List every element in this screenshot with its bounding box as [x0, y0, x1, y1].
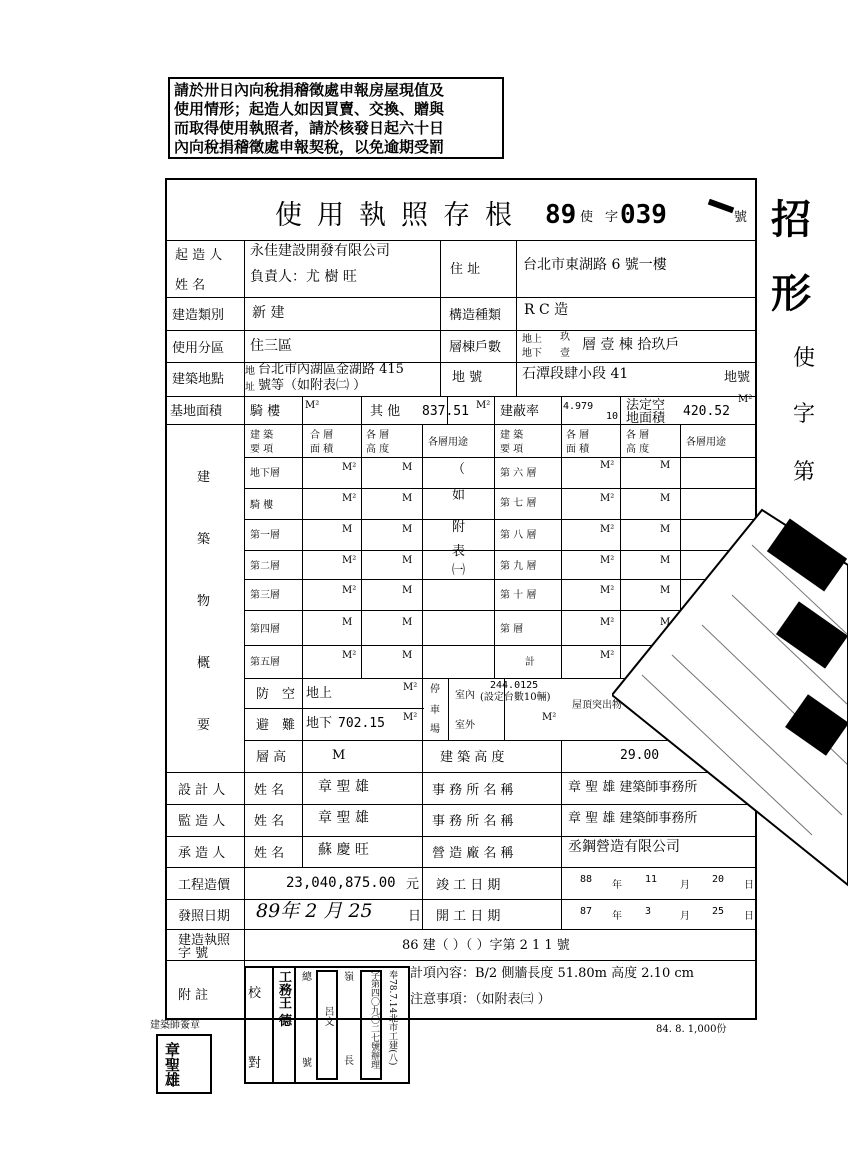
area-label: 基地面積	[170, 404, 223, 419]
coverage-label: 建蔽率	[500, 404, 540, 419]
notice-line: 使用情形；起造人如因買賣、交換、贈與	[174, 100, 445, 118]
unit-m2: M²	[342, 555, 357, 566]
form-title: 使用執照存根	[275, 200, 527, 231]
unit-m2: M²	[342, 462, 357, 473]
tax-notice	[168, 77, 504, 159]
contractor-office: 丞鋼營造有限公司	[568, 839, 680, 855]
finish-month: 11	[645, 874, 658, 885]
designer-office-label: 事 務 所 名 稱	[432, 783, 514, 798]
contractor-name: 蘇 慶 旺	[318, 842, 369, 858]
unit-m2: M²	[403, 712, 418, 723]
head-cell: 要 項	[500, 444, 524, 455]
address-label: 住 址	[450, 262, 481, 277]
unit-m2: M²	[542, 712, 557, 723]
floor-height-label: 層 高	[256, 750, 287, 765]
floor-row-label: 第二層	[250, 561, 280, 572]
floors-up-num: 玖	[560, 332, 570, 343]
ting-char: 停	[430, 684, 440, 695]
unit-m: M	[660, 617, 671, 628]
qita-label: 其 他	[370, 404, 401, 419]
use-note: ㈠	[452, 563, 466, 578]
ri-char: 日	[744, 880, 754, 891]
permit-label-1: 建造執照	[178, 933, 231, 948]
unit-m: M	[660, 585, 671, 596]
applicant-label: 起 造 人	[175, 248, 223, 263]
supervisor-name-label: 姓 名	[254, 814, 285, 829]
unit-m: M	[660, 555, 671, 566]
floors-label: 層棟戶數	[449, 340, 502, 355]
unit-m: M	[402, 524, 413, 535]
floor-row-label: 第三層	[250, 590, 280, 601]
side-label-char: 築	[197, 532, 211, 547]
head-cell: 高 度	[626, 444, 650, 455]
shelter-below: 地下	[306, 716, 333, 731]
floor-row-label: 第 六 層	[500, 468, 537, 479]
site-label: 建築地點	[172, 372, 225, 387]
nian-char: 年	[612, 911, 622, 922]
head-cell: 各層用途	[686, 437, 726, 448]
indoor-note: (設定台數10輛)	[480, 692, 551, 703]
floor-row-label: 第 層	[500, 624, 524, 635]
start-label: 開 工 日 期	[436, 909, 501, 924]
unit-m2: M²	[600, 524, 615, 535]
floor-row-label: 第五層	[250, 657, 280, 668]
unit-m: M	[342, 617, 353, 628]
side-label-char: 物	[197, 594, 211, 609]
unit-m: M	[402, 617, 413, 628]
stamp-law-2: 奉78.7.14北市工建(八)	[387, 970, 397, 1066]
open-label-2: 地面積	[626, 411, 666, 426]
supervisor-role: 監 造 人	[178, 814, 226, 829]
lot-label: 地 號	[452, 370, 483, 385]
architect-seal	[156, 1034, 212, 1094]
hao-char: 號	[734, 210, 748, 225]
build-type-label: 建造類別	[172, 308, 225, 323]
unit-m2: M²	[403, 682, 418, 693]
diagonal-stamp	[612, 505, 848, 895]
nian-char: 年	[612, 880, 622, 891]
head-cell: 合 層	[310, 430, 334, 441]
coverage-den: 10	[606, 411, 619, 422]
floor-row-label: 騎 樓	[250, 500, 274, 511]
floor-row-label: 第 十 層	[500, 590, 537, 601]
floor-row-label: 第 八 層	[500, 530, 537, 541]
cost-value: 23,040,875.00	[286, 875, 396, 891]
zhi-char: 址	[245, 382, 255, 393]
contractor-name-label: 姓 名	[254, 846, 285, 861]
use-note: 表	[452, 544, 466, 559]
printer-note: 84. 8. 1,000份	[656, 1024, 727, 1035]
seal-text: 章聖雄	[163, 1042, 181, 1087]
applicant-name-label: 姓 名	[175, 278, 206, 293]
floor-row-label: 地下層	[250, 468, 280, 479]
unit-m2: M²	[600, 460, 615, 471]
start-year: 87	[580, 906, 593, 917]
structure-value: R C 造	[524, 302, 569, 318]
permit-text: 86 建（ ）（ ）字第 2 1 1 號	[402, 938, 570, 953]
yue-char: 月	[680, 911, 690, 922]
unit-m: M	[402, 555, 413, 566]
di-char: 地	[245, 366, 255, 377]
strip-char: 字	[793, 402, 816, 427]
strip-char: 形	[771, 270, 811, 317]
designer-name: 章 聖 雄	[318, 779, 369, 795]
remarks-line-1: 計項內容：B/2 側牆長度 51.80m 高度 2.10 cm	[410, 966, 694, 981]
floors-down-num: 壹	[560, 348, 570, 359]
head-cell: 各 層	[566, 430, 590, 441]
unit-m2: M²	[600, 617, 615, 628]
lot-value: 石潭段肆小段 41	[522, 366, 629, 382]
finish-day: 20	[712, 874, 725, 885]
permit-number: 039	[620, 200, 667, 230]
zi-char: 字	[605, 210, 619, 225]
shelter-below-value: 702.15	[338, 716, 385, 731]
applicant-rep: 負責人：尤 樹 旺	[250, 269, 357, 285]
indoor-label: 室內	[455, 690, 475, 701]
designer-office: 章 聖 雄 建築師事務所	[568, 780, 698, 795]
head-cell: 建 築	[500, 430, 524, 441]
floors-down-label: 地下	[522, 348, 542, 359]
strip-char: 使	[793, 346, 816, 371]
shelter-above: 地上	[306, 686, 333, 701]
issue-ri: 日	[408, 909, 422, 924]
head-cell: 各層用途	[428, 437, 468, 448]
unit-m2: M²	[738, 394, 753, 405]
head-cell: 面 積	[310, 444, 334, 455]
applicant-address: 台北市東湖路 6 號一樓	[523, 257, 667, 273]
permit-label-2: 字 號	[178, 946, 209, 961]
strip-char: 招	[771, 196, 811, 243]
head-cell: 各 層	[626, 430, 650, 441]
floor-row-label: 第 九 層	[500, 561, 537, 572]
use-note: 附	[452, 520, 466, 535]
fang-char: 防	[256, 687, 270, 702]
unit-m2: M²	[342, 493, 357, 504]
stamp-law: 字第四〇九〇二七號辦理	[369, 970, 379, 1069]
bi-char: 避	[256, 718, 270, 733]
applicant-company: 永佳建設開發有限公司	[250, 243, 390, 259]
notice-line: 請於卅日內向稅捐稽徵處申報房屋現值及	[174, 81, 445, 99]
floor-row-label: 第四層	[250, 624, 280, 635]
yue-char: 月	[680, 880, 690, 891]
unit-m2: M²	[342, 585, 357, 596]
stamp-jiu: 總	[302, 972, 312, 983]
unit-m: M	[660, 524, 671, 535]
unit-m: M	[402, 650, 413, 661]
site-address-1: 台北市內湖區金湖路 415	[258, 362, 404, 377]
qilou-label: 騎 樓	[250, 404, 281, 419]
use-zone-value: 住三區	[250, 338, 292, 354]
designer-name-label: 姓 名	[254, 783, 285, 798]
stamp-col2: 工務王 德	[276, 970, 291, 1027]
side-label-char: 要	[197, 718, 211, 733]
supervisor-office: 章 聖 雄 建築師事務所	[568, 811, 698, 826]
unit-m2: M²	[305, 400, 320, 411]
supervisor-name: 章 聖 雄	[318, 810, 369, 826]
side-label-char: 建	[197, 470, 211, 485]
chang-char: 場	[430, 724, 440, 735]
finish-year: 88	[580, 874, 593, 885]
unit-m: M	[660, 493, 671, 504]
issue-label: 發照日期	[178, 909, 231, 924]
head-cell: 面 積	[566, 444, 590, 455]
open-area: 420.52	[683, 404, 730, 419]
build-height-label: 建 築 高 度	[440, 750, 505, 765]
unit-m2: M²	[600, 650, 615, 661]
head-cell: 建 築	[250, 430, 274, 441]
shi-char: 使	[580, 210, 594, 225]
remarks-line-2: 注意事項：（如附表㈢ ）	[410, 992, 551, 1007]
use-zone-label: 使用分區	[172, 341, 225, 356]
floor-row-label: 計	[525, 657, 535, 668]
use-note: （	[452, 462, 466, 477]
floors-text: 層 壹 棟 拾玖戶	[582, 337, 680, 353]
side-label-char: 概	[197, 656, 211, 671]
stamp-ling: 嶺	[344, 972, 354, 983]
site-address-2: 號等（如附表㈡ ）	[258, 378, 367, 393]
review-stamp	[244, 966, 414, 1086]
stamp-col4: 呂文	[322, 1006, 333, 1026]
nan-char: 難	[282, 718, 296, 733]
stamp-hao: 號	[302, 1058, 312, 1069]
cost-label: 工程造價	[178, 878, 231, 893]
remarks-label: 附 註	[178, 988, 209, 1003]
unit-m: M	[402, 462, 413, 473]
outdoor-label: 室外	[455, 720, 475, 731]
other-area: 837.51	[422, 404, 469, 419]
start-month: 3	[645, 906, 652, 917]
unit-m: M	[342, 524, 353, 535]
open-label-1: 法定空	[626, 398, 666, 413]
cost-unit: 元	[406, 877, 420, 892]
build-type-value: 新 建	[252, 305, 285, 321]
build-height-value: 29.00	[620, 748, 660, 763]
contractor-role: 承 造 人	[178, 846, 226, 861]
kong-char: 空	[282, 687, 296, 702]
indoor-value: 244.0125	[490, 680, 539, 691]
seal-label: 建築師簽章	[150, 1020, 200, 1031]
unit-m2: M²	[476, 400, 491, 411]
che-char: 車	[430, 705, 440, 716]
unit-m2: M²	[600, 555, 615, 566]
stamp-dui: 對	[248, 1056, 262, 1071]
unit-m2: M²	[600, 493, 615, 504]
floors-up-label: 地上	[522, 334, 542, 345]
finish-label: 竣 工 日 期	[436, 878, 501, 893]
head-cell: 各 層	[366, 430, 390, 441]
strip-char: 第	[793, 460, 816, 485]
issue-handwritten: 89年 2 月 25	[256, 900, 373, 922]
coverage-value: 4.979	[563, 401, 594, 412]
roof-label: 屋頂突出物	[572, 700, 622, 711]
notice-line: 而取得使用執照者，請於核發日起六十日	[174, 119, 445, 137]
stamp-zhang: 長	[344, 1056, 354, 1067]
structure-label: 構造種類	[449, 308, 502, 323]
stamp-jiao: 校	[248, 986, 262, 1001]
contractor-office-label: 營 造 廠 名 稱	[432, 846, 514, 861]
ri-char: 日	[744, 911, 754, 922]
unit-m: M	[660, 460, 671, 471]
head-cell: 高 度	[366, 444, 390, 455]
unit-m2: M²	[342, 650, 357, 661]
head-cell: 要 項	[250, 444, 274, 455]
designer-role: 設 計 人	[178, 783, 226, 798]
notice-line: 內向稅捐稽徵處申報契稅，以免逾期受罰	[174, 138, 445, 156]
unit-m: M	[402, 493, 413, 504]
use-note: 如	[452, 488, 466, 503]
unit-m: M	[402, 585, 413, 596]
start-day: 25	[712, 906, 725, 917]
lot-suffix: 地號	[724, 370, 751, 385]
floor-row-label: 第 七 層	[500, 498, 537, 509]
unit-m2: M²	[600, 585, 615, 596]
permit-year: 89	[545, 200, 577, 230]
floor-row-label: 第一層	[250, 530, 280, 541]
supervisor-office-label: 事 務 所 名 稱	[432, 814, 514, 829]
floor-height-unit: M	[332, 748, 346, 763]
